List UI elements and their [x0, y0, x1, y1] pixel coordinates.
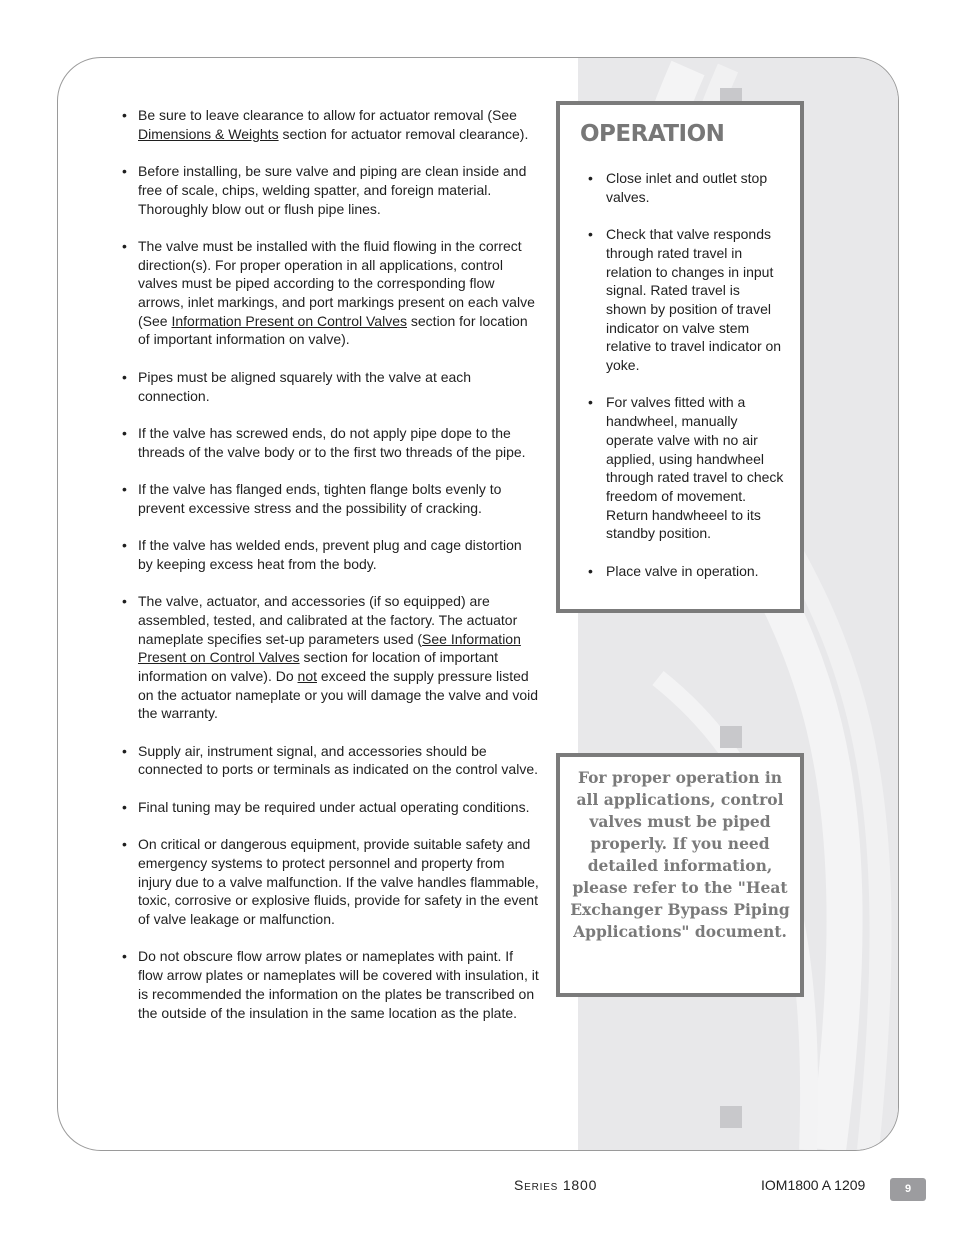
bullet-text: Be sure to leave clearance to allow for actuator removal (See	[138, 107, 517, 123]
bullet-text: Do not obscure flow arrow plates or nameplates with paint. If flow arrow plates or nameplates will be covered with insulation, it is recommended the information on the plates be transcribed on the outside of the insulation in the same location as the plate.	[138, 948, 539, 1021]
bullet-item	[120, 947, 540, 1022]
bullet-text: section for location of important information on valve).	[138, 312, 528, 348]
bullet-item	[120, 798, 540, 817]
bullet-text: If the valve has screwed ends, do not apply pipe dope to the threads of the valve body or to the first two threads of the pipe.	[138, 424, 526, 460]
operation-item: • Close inlet and outlet stop valves.	[586, 169, 784, 206]
bullet-item	[120, 237, 540, 349]
operation-item: • Place valve in operation.	[586, 562, 784, 581]
page-number-badge: 9	[890, 1178, 926, 1201]
underlined-reference: Dimensions & Weights	[138, 125, 279, 142]
operation-title: OPERATION	[580, 121, 725, 147]
operation-item: • Check that valve responds through rated travel in relation to changes in input signal. Rated travel is shown by position of travel indicator on valve stem relative to travel indicator on yoke.	[586, 225, 784, 375]
bullet-text: On critical or dangerous equipment, provide suitable safety and emergency systems to protect personnel and property from injury due to a valve malfunction. If the valve handles flammable, toxic, corrosive or explosive fluids, provide for safety in the event of valve leakage or malfunction.	[138, 836, 539, 928]
operation-list	[586, 169, 784, 599]
decorative-square-middle	[720, 726, 742, 748]
operation-box	[556, 101, 804, 613]
bullet-item	[120, 424, 540, 461]
bullet-text: The valve must be installed with the fluid flowing in the correct direction(s). For proper operation in all applications, control valves must be piped according to the corresponding flow arrows, inlet markings, and port markings present on each valve (See	[138, 237, 535, 329]
bullet-item	[120, 368, 540, 405]
footer-series: Series 1800	[514, 1177, 598, 1193]
bullet-text: Before installing, be sure valve and piping are clean inside and free of scale, chips, welding spatter, and foreign material. Thoroughly blow out or flush pipe lines.	[138, 163, 527, 217]
footer-document-id: IOM1800 A 1209	[761, 1177, 866, 1193]
bullet-item	[120, 835, 540, 929]
bullet-item	[120, 106, 540, 143]
operation-item: • For valves fitted with a handwheel, manually operate valve with no air applied, using handwheel through rated travel to check freedom of movement. Return handwheeel to its standby position.	[586, 393, 784, 543]
bullet-text: Supply air, instrument signal, and accessories should be connected to ports or terminals as indicated on the control valve.	[138, 742, 538, 778]
bullet-text: The valve, actuator, and accessories (if so equipped) are assembled, tested, and calibrated at the factory. The actuator nameplate specifies set-up parameters used (	[138, 593, 518, 647]
underlined-reference: Information Present on Control Valves	[171, 312, 407, 329]
bullet-text: section for location of important information on valve). Do	[138, 649, 499, 684]
bullet-text: Final tuning may be required under actual operating conditions.	[138, 798, 530, 815]
bullet-item	[120, 742, 540, 779]
bullet-item	[120, 536, 540, 573]
piping-note-box	[556, 753, 804, 997]
bullet-item	[120, 592, 540, 723]
bullet-item	[120, 162, 540, 218]
bullet-text: Pipes must be aligned squarely with the valve at each connection.	[138, 368, 472, 404]
installation-bullet-list	[120, 106, 540, 1041]
underlined-reference: not	[297, 667, 317, 684]
decorative-square-bottom	[720, 1106, 742, 1128]
piping-note-text: For proper operation in all applications, control valves must be piped properly. If you need detailed information, please refer to the "Heat Exchanger Bypass Piping Applications" document.	[570, 768, 790, 941]
bullet-text: If the valve has welded ends, prevent plug and cage distortion by keeping excess heat from the body.	[138, 537, 522, 572]
bullet-text: If the valve has flanged ends, tighten flange bolts evenly to prevent excessive stress and the possibility of cracking.	[138, 480, 502, 516]
underlined-reference: See Information Present on Control Valves	[138, 630, 521, 666]
bullet-text: exceed the supply pressure listed on the actuator nameplate or you will damage the valve and void the warranty.	[138, 667, 539, 722]
bullet-text: section for actuator removal clearance).	[278, 125, 529, 142]
bullet-item	[120, 480, 540, 517]
